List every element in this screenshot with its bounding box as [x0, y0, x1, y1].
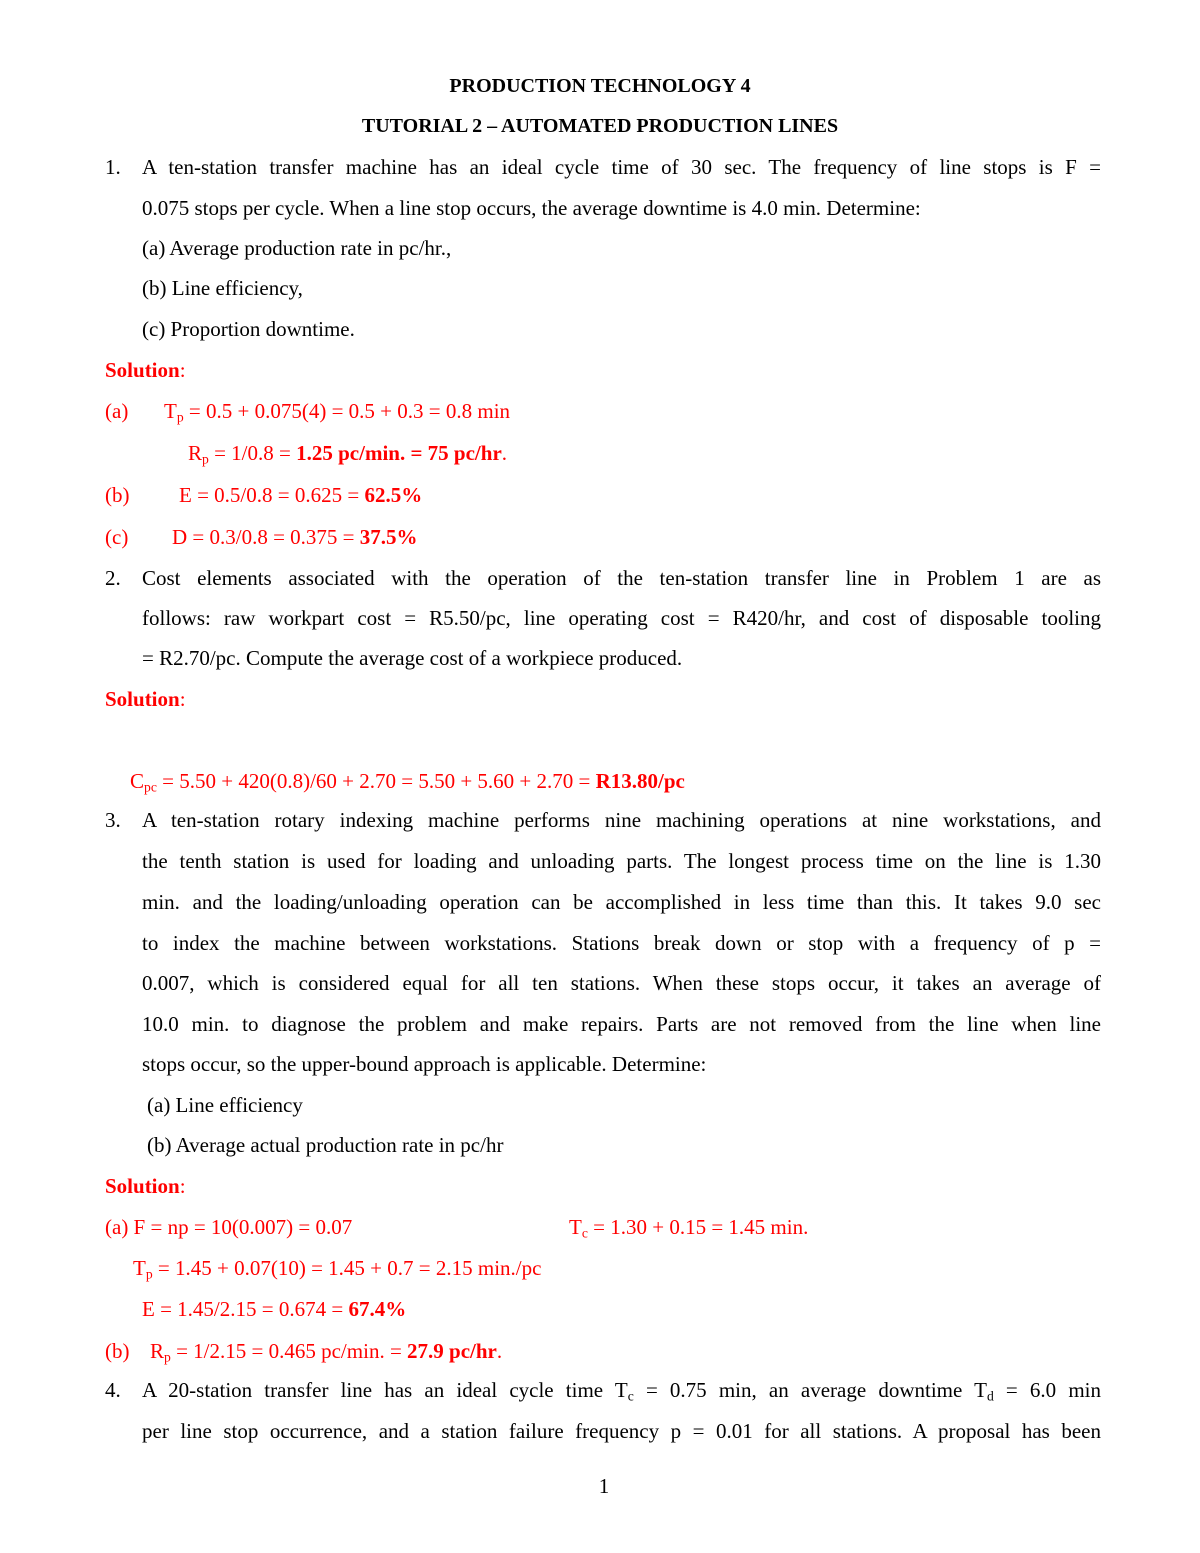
solution-equation-e: E = 1.45/2.15 = 0.674 = 67.4% — [142, 1297, 407, 1321]
solution-heading: Solution: — [105, 358, 186, 382]
question-text-line: follows: raw workpart cost = R5.50/pc, line operating cost = R420/hr, and cost of disposable tooling — [142, 606, 1101, 630]
question-part-b: (b) Line efficiency, — [142, 276, 303, 300]
question-text-line: = R2.70/pc. Compute the average cost of a workpiece produced. — [142, 646, 683, 670]
solution-equation-cpc: $C_{pc} = 5.50 + 420(0.8)/60 + 2.70 = 5.50 + 5.60 + 2.70 = R13.80/pc$ — [130, 769, 685, 795]
question-text-line: A ten-station rotary indexing machine performs nine machining operations at nine workstations, and — [142, 808, 1101, 832]
solution-part-label: (c) — [105, 525, 129, 549]
document-subtitle: TUTORIAL 2 – AUTOMATED PRODUCTION LINES — [361, 115, 839, 137]
document-title: PRODUCTION TECHNOLOGY 4 — [449, 75, 751, 97]
question-number: 2. — [105, 566, 121, 590]
question-text-line: stops occur, so the upper-bound approach is applicable. Determine: — [142, 1052, 707, 1076]
question-text-line: the tenth station is used for loading and unloading parts. The longest process time on the line is 1.30 — [142, 849, 1101, 873]
question-text-line: min. and the loading/unloading operation can be accomplished in less time than this. It takes 9.0 sec — [142, 890, 1101, 914]
solution-equation-rp: $R_p = 1/2.15 = 0.465$ pc/min. = 27.9 pc/hr. — [150, 1339, 503, 1365]
question-part-a: (a) Line efficiency — [147, 1093, 303, 1117]
solution-heading: Solution: — [105, 1174, 186, 1198]
question-number: 1. — [105, 155, 121, 179]
question-part-a: (a) Average production rate in pc/hr., — [142, 236, 452, 260]
solution-equation-d: D = 0.3/0.8 = 0.375 = 37.5% — [172, 525, 418, 549]
solution-equation-f: (a) F = np = 10(0.007) = 0.07 — [105, 1215, 353, 1239]
question-text-line: per line stop occurrence, and a station failure frequency p = 0.01 for all stations. A proposal has been — [142, 1419, 1101, 1443]
question-part-b: (b) Average actual production rate in pc/hr — [147, 1133, 504, 1157]
question-text-line: 0.075 stops per cycle. When a line stop occurs, the average downtime is 4.0 min. Determine: — [142, 196, 921, 220]
solution-equation-tp: $T_p = 1.45 + 0.07(10) = 1.45 + 0.7 = 2.15$ min./pc — [133, 1256, 542, 1282]
solution-part-label: (a) — [105, 399, 129, 423]
question-text-line: 0.007, which is considered equal for all ten stations. When these stops occur, it takes an average of — [142, 971, 1101, 995]
question-text-line: Cost elements associated with the operation of the ten-station transfer line in Problem 1 are as — [142, 566, 1101, 590]
question-number: 4. — [105, 1378, 121, 1402]
page-number: 1 — [598, 1474, 610, 1498]
question-text-line: A ten-station transfer machine has an ideal cycle time of 30 sec. The frequency of line stops is F = — [142, 155, 1101, 179]
question-part-c: (c) Proportion downtime. — [142, 317, 355, 341]
solution-equation-e: E = 0.5/0.8 = 0.625 = 62.5% — [179, 483, 423, 507]
solution-part-label: (b) — [105, 483, 130, 507]
solution-heading: Solution: — [105, 687, 186, 711]
question-text-line: 10.0 min. to diagnose the problem and make repairs. Parts are not removed from the line when line — [142, 1012, 1101, 1036]
solution-equation-rp: $R_p = 1/0.8 = 1.25$ pc/min. = 75 pc/hr. — [188, 441, 508, 467]
solution-equation-tp: $T_p = 0.5 + 0.075(4) = 0.5 + 0.3 = 0.8$ min — [164, 399, 511, 425]
solution-equation-tc: $T_c = 1.30 + 0.15 = 1.45$ min. — [569, 1215, 809, 1241]
question-text-line: to index the machine between workstations. Stations break down or stop with a frequency of p = — [142, 931, 1101, 955]
solution-part-label: (b) — [105, 1339, 130, 1363]
question-text-line: A 20-station transfer line has an ideal cycle time $T_c = 0.75$ min, an average downtime $T_d = 6.0$ min — [142, 1378, 1101, 1404]
question-number: 3. — [105, 808, 121, 832]
